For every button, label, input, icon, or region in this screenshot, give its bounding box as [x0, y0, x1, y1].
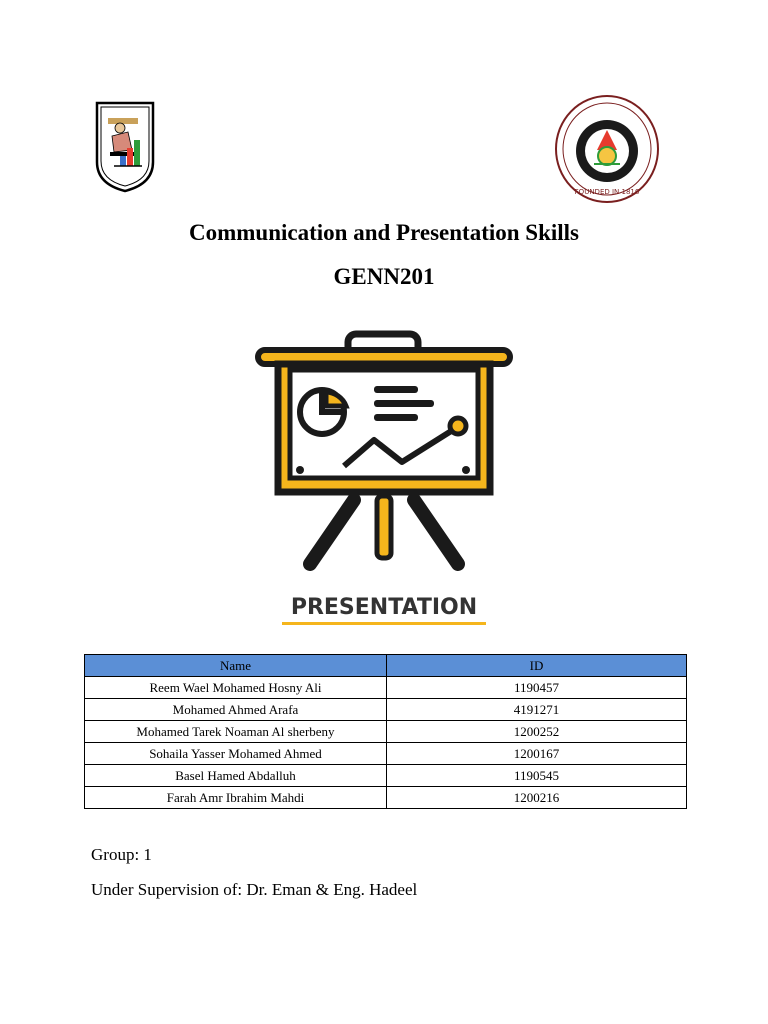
table-row — [85, 787, 687, 809]
table-row — [85, 721, 687, 743]
table-row — [85, 699, 687, 721]
member-id: 1200216 — [387, 787, 687, 809]
cairo-university-logo — [94, 100, 156, 194]
document-title: Communication and Presentation Skills — [189, 220, 579, 245]
member-name: Basel Hamed Abdalluh — [85, 765, 387, 787]
illustration-label: PRESENTATION — [290, 595, 478, 620]
member-id: 1190545 — [387, 765, 687, 787]
supervision-line: Under Supervision of: Dr. Eman & Eng. Hadeel — [91, 880, 418, 899]
group-members-table — [84, 654, 687, 809]
table-header-row — [85, 655, 687, 677]
table-row — [85, 765, 687, 787]
presentation-board-illustration — [244, 306, 524, 636]
course-code: GENN201 — [333, 264, 435, 289]
member-name: Sohaila Yasser Mohamed Ahmed — [85, 743, 387, 765]
member-name: Reem Wael Mohamed Hosny Ali — [85, 677, 387, 699]
member-name: Mohamed Ahmed Arafa — [85, 699, 387, 721]
member-id: 1200167 — [387, 743, 687, 765]
table-row — [85, 677, 687, 699]
member-id: 1190457 — [387, 677, 687, 699]
table-row — [85, 743, 687, 765]
member-name: Mohamed Tarek Noaman Al sherbeny — [85, 721, 387, 743]
member-id: 4191271 — [387, 699, 687, 721]
group-number: Group: 1 — [91, 845, 152, 864]
faculty-of-engineering-seal — [554, 94, 660, 204]
header-name: Name — [85, 655, 387, 677]
header-id: ID — [387, 655, 687, 677]
member-name: Farah Amr Ibrahim Mahdi — [85, 787, 387, 809]
seal-text: FOUNDED IN 1816 — [574, 188, 640, 196]
member-id: 1200252 — [387, 721, 687, 743]
